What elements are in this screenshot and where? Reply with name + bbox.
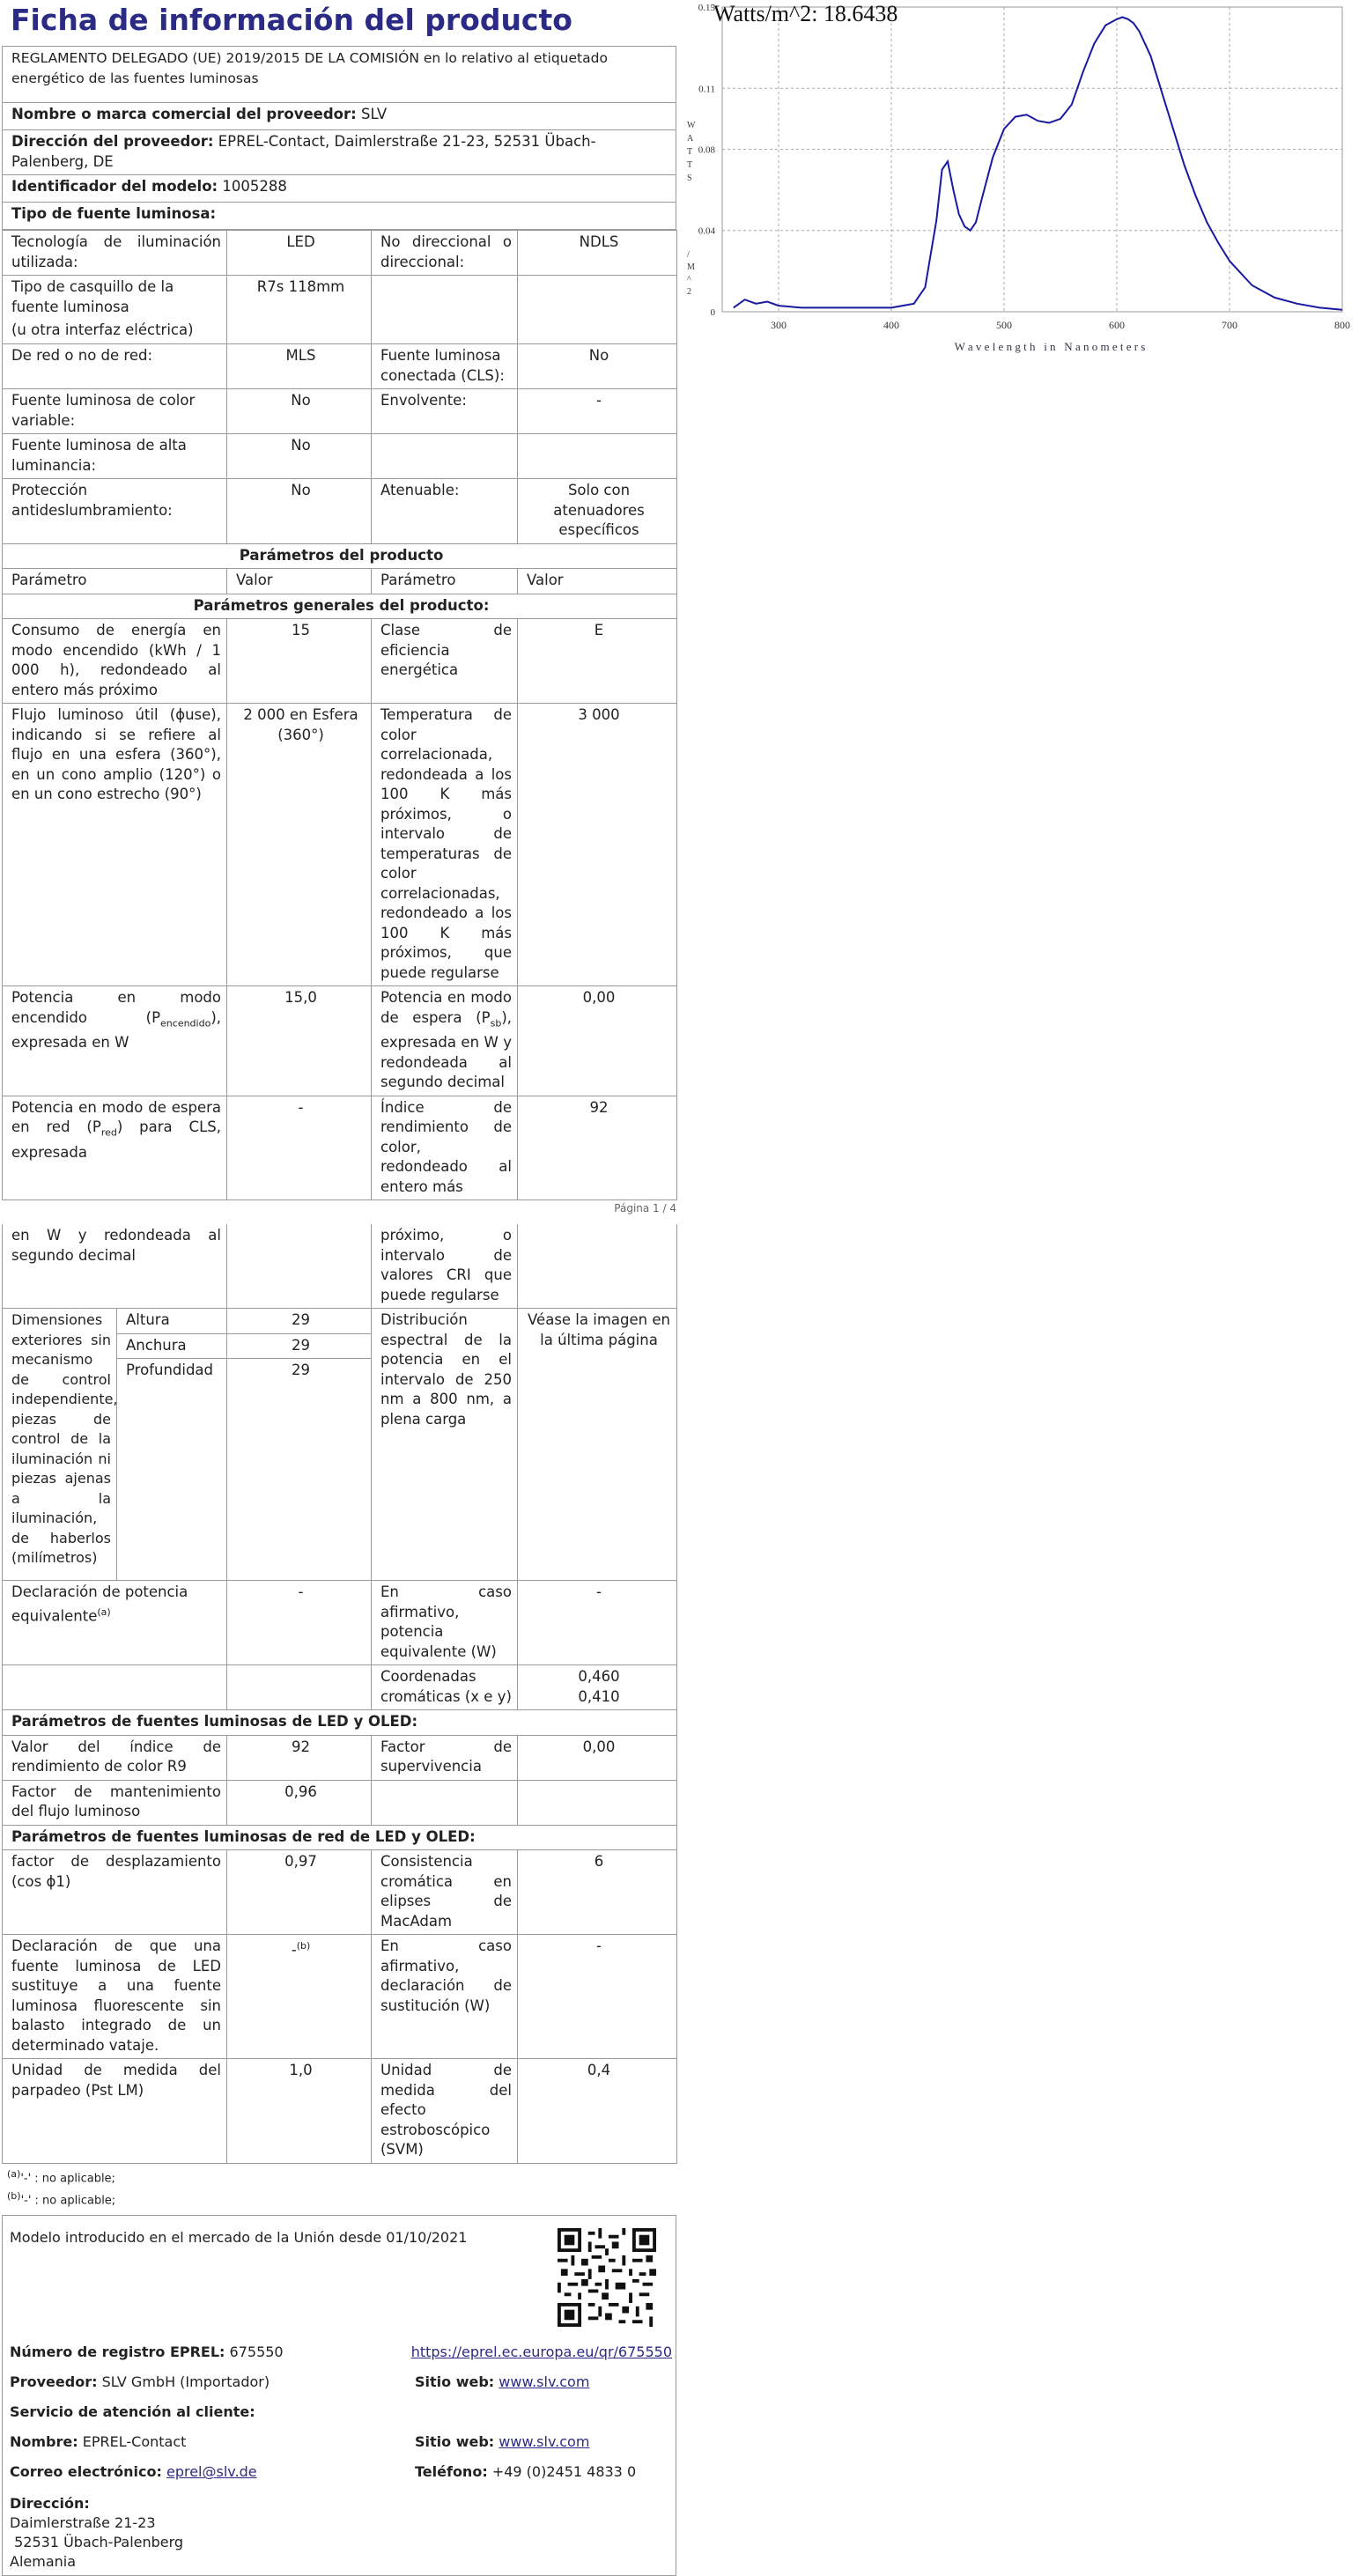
address-line-1: Daimlerstraße 21-23 [10,2514,156,2532]
pnet-value: - [227,1096,372,1200]
market-intro: Modelo introducido en el mercado de la Unión desde 01/10/2021 [10,2229,468,2247]
replacement-w-value: - [518,1935,677,2059]
survival-value: 0,00 [518,1735,677,1780]
psb-sub: sb [490,1016,502,1029]
consumption-value: 15 [227,619,372,704]
pnet-label-2: ) para CLS, expresada [11,1118,221,1162]
spd-value: Véase la imagen en la última página [518,1309,677,1581]
footnotes [7,2166,676,2211]
replacement-w-label: En caso afirmativo, declaración de sustitución (W) [372,1935,518,2059]
model-label: Identificador del modelo: [11,178,218,195]
chart-y-label-char: 2 [687,287,691,297]
eprel-reg-value: 675550 [229,2343,284,2361]
col-param-2: Parámetro [372,569,518,594]
website-label-2: Sitio web: [415,2433,495,2451]
provider-label: Proveedor: [10,2373,98,2391]
chart-y-label-char: M [687,262,695,272]
chart-y-label-char: S [687,173,692,183]
footnote-b [7,2188,676,2210]
model-value: 1005288 [222,178,287,195]
page-break [2,1200,676,1224]
phone [415,2462,636,2482]
address-line-2: 52531 Übach-Palenberg [10,2534,184,2551]
spectral-chart [680,0,1350,357]
chart-x-label: W a v e l e n g t h i n N a n o m e t e r s [954,340,1146,353]
chart-x-tick-label: 700 [1222,319,1237,331]
maint-label: Factor de mantenimiento del flujo luminoso [3,1780,227,1825]
chart-x-tick-label: 600 [1109,319,1125,331]
page-number: Página 1 / 4 [614,1202,676,1215]
dimmable-label: Atenuable: [372,479,518,544]
y-value: 0,410 [578,1687,620,1705]
macadam-value: 6 [518,1850,677,1935]
chart-x-tick-label: 400 [883,319,899,331]
cls-value: No [518,344,677,389]
footnote-b-sup: (b) [7,2190,21,2203]
chart-y-label-char: T [687,160,693,170]
cap-label-2: (u otra interfaz eléctrica) [11,321,194,338]
chart-y-tick-label: 0.11 [698,84,715,95]
pnet-cont: en W y redondeada al segundo decimal [3,1224,227,1309]
svm-label: Unidad de medida del efecto estroboscópico (SVM) [372,2059,518,2164]
r9-value: 92 [227,1735,372,1780]
envelope-label: Envolvente: [372,389,518,434]
cls-label: Fuente luminosa conectada (CLS): [372,344,518,389]
psb-value: 0,00 [518,986,677,1096]
chart-y-ticks [698,3,716,318]
dir-label: No direccional o direccional: [372,231,518,276]
address-value: EPREL-Contact, Daimlerstraße 21-23, 52531 Übach-Palenberg, DE [11,133,596,170]
contact-name-value: EPREL-Contact [82,2433,187,2451]
replacement-sup: (b) [296,1940,311,1952]
replacement-label: Declaración de que una fuente luminosa de LED sustituye a una fuente luminosa fluorescente sin balasto integrado de un determinado vataje. [3,1935,227,2059]
registration-box [2,2215,676,2576]
chart-y-tick-label: 0 [710,307,715,318]
header-table [2,46,676,230]
email-label: Correo electrónico: [10,2463,162,2481]
provider [10,2373,270,2392]
psb-label: Potencia en modo de espera (P [380,989,512,1026]
pnet-sub: red [100,1126,117,1139]
params-heading: Parámetros del producto [3,543,677,569]
glare-value: No [227,479,372,544]
website-link-1[interactable]: www.slv.com [499,2373,590,2391]
customer-service-heading: Servicio de atención al cliente: [10,2403,255,2421]
glare-label: Protección antideslumbramiento: [3,479,227,544]
chart-y-label [687,121,696,297]
mains-value: MLS [227,344,372,389]
footnote-b-text: '-' : no aplicable; [20,2194,116,2208]
high-lum-value: No [227,434,372,479]
width-label: Anchura [117,1333,227,1359]
eprel-reg [10,2343,284,2362]
dir-value: NDLS [518,231,677,276]
displacement-value: 0,97 [227,1850,372,1935]
footnote-a [7,2166,676,2188]
psb-label-2: ), expresada en W y redondeada al segundo decimal [380,1008,512,1091]
equiv-w-label: En caso afirmativo, potencia equivalente (W) [372,1581,518,1665]
flicker-label: Unidad de medida del parpadeo (Pst LM) [3,2059,227,2164]
website-2 [415,2432,589,2452]
website-label-1: Sitio web: [415,2373,495,2391]
survival-label: Factor de supervivencia [372,1735,518,1780]
equiv-value: - [227,1581,372,1665]
col-val-2: Valor [518,569,677,594]
source-type-heading: Tipo de fuente luminosa: [3,203,676,230]
height-label: Altura [117,1309,227,1334]
svm-value: 0,4 [518,2059,677,2164]
cri-cont: próximo, o intervalo de valores CRI que puede regularse [372,1224,518,1309]
website-link-2[interactable]: www.slv.com [499,2433,590,2451]
flux-value: 2 000 en Esfera (360°) [227,704,372,986]
chart-y-label-char: T [687,147,693,157]
efficiency-label: Clase de eficiencia energética [372,619,518,704]
mains-label: De red o no de red: [3,344,227,389]
flicker-value: 1,0 [227,2059,372,2164]
pon-label-2: ), expresada en W [11,1008,221,1052]
xy-label: Coordenadas cromáticas (x e y) [372,1665,518,1710]
page-title: Ficha de información del producto [11,3,572,37]
email-link[interactable]: eprel@slv.de [166,2463,257,2481]
depth-value: 29 [227,1359,372,1581]
supplier-value: SLV [361,106,388,122]
macadam-label: Consistencia cromática en elipses de MacAdam [372,1850,518,1935]
equiv-label: Declaración de potencia equivalente [11,1583,188,1625]
eprel-reg-label: Número de registro EPREL: [10,2343,225,2361]
cct-value: 3 000 [518,704,677,986]
pon-sub: encendido [160,1016,211,1029]
chart-x-tick-label: 500 [996,319,1012,331]
displacement-label: factor de desplazamiento (cos ϕ1) [3,1850,227,1935]
r9-label: Valor del índice de rendimiento de color R9 [3,1735,227,1780]
cct-label: Temperatura de color correlacionada, redondeada a los 100 K más próximos, o intervalo de temperaturas de color correlacionadas, redondeado a los 100 K más próximos, que puede regularse [372,704,518,986]
chart-series-line [734,18,1342,310]
led-params-heading: Parámetros de fuentes luminosas de LED y OLED: [3,1710,677,1736]
product-info-sheet [2,0,676,2576]
chart-grid [722,7,1342,312]
regulation-text: REGLAMENTO DELEGADO (UE) 2019/2015 DE LA COMISIÓN en lo relativo al etiquetado energético de las fuentes luminosas [3,47,676,103]
depth-label: Profundidad [117,1359,227,1581]
email [10,2462,257,2482]
chart-x-tick-label: 800 [1334,319,1350,331]
chart-y-label-char: / [687,250,690,260]
chart-x-tick-label: 300 [771,319,787,331]
chart-y-tick-label: 0.15 [698,3,715,13]
dimensions-label: Dimensiones exteriores sin mecanismo de control independiente, piezas de control de la iluminación ni piezas ajenas a la iluminación, de haberlos (milímetros) [3,1309,117,1581]
chart-plot-frame [722,7,1342,312]
pon-label: Potencia en modo encendido (P [11,989,221,1026]
envelope-value: - [518,389,677,434]
maint-value: 0,96 [227,1780,372,1825]
chart-y-label-char: W [687,121,696,130]
tech-label: Tecnología de iluminación utilizada: [3,231,227,276]
x-value: 0,460 [578,1668,620,1686]
contact-name-label: Nombre: [10,2433,78,2451]
qr-code-icon [558,2228,656,2327]
flux-label: Flujo luminoso útil (ϕuse), indicando si se refiere al flujo en una esfera (360°), en un cono amplio (120°) o en un cono estrecho (90°) [3,704,227,986]
replacement-value: - [291,1941,297,1959]
chart-y-label-char: A [687,134,694,144]
cap-value: R7s 118mm [227,276,372,344]
source-type-table [2,230,677,1200]
dimmable-value: Solo con atenuadores específicos [518,479,677,544]
chart-y-tick-label: 0.04 [698,225,715,237]
chart-title: Watts/m^2: 18.6438 [713,1,898,26]
address-block-label: Dirección: [10,2495,90,2513]
pnet-label: Potencia en modo de espera en red (P [11,1098,221,1136]
color-var-label: Fuente luminosa de color variable: [3,389,227,434]
chart-y-label-char: ^ [687,275,691,284]
cap-label: Tipo de casquillo de la fuente luminosa [11,278,174,315]
general-params-heading: Parámetros generales del producto: [3,594,677,619]
equiv-sup: (a) [97,1605,111,1618]
equiv-w-value: - [518,1581,677,1665]
address-label: Dirección del proveedor: [11,133,214,150]
contact-name [10,2432,186,2452]
page2-table [2,1224,677,2164]
eprel-url-link[interactable]: https://eprel.ec.europa.eu/qr/675550 [410,2343,672,2361]
address-line-3: Alemania [10,2553,77,2571]
footnote-a-text: '-' : no aplicable; [20,2172,115,2186]
color-var-value: No [227,389,372,434]
cri-label: Índice de rendimiento de color, redondeado al entero más [372,1096,518,1200]
width-value: 29 [227,1333,372,1359]
chart-x-ticks [771,319,1350,331]
pon-value: 15,0 [227,986,372,1096]
website-1 [415,2373,589,2392]
high-lum-label: Fuente luminosa de alta luminancia: [3,434,227,479]
footnote-a-sup: (a) [7,2167,21,2180]
phone-label: Teléfono: [415,2463,488,2481]
spd-label: Distribución espectral de la potencia en el intervalo de 250 nm a 800 nm, a plena carga [372,1309,518,1581]
phone-value: +49 (0)2451 4833 0 [491,2463,637,2481]
efficiency-value: E [518,619,677,704]
provider-value: SLV GmbH (Importador) [101,2373,270,2391]
height-value: 29 [227,1309,372,1334]
supplier-label: Nombre o marca comercial del proveedor: [11,106,357,122]
col-val-1: Valor [227,569,372,594]
tech-value: LED [227,231,372,276]
col-param-1: Parámetro [3,569,227,594]
cri-value: 92 [518,1096,677,1200]
address-block [10,2494,183,2572]
chart-y-tick-label: 0.08 [698,144,715,156]
led-mains-heading: Parámetros de fuentes luminosas de red de LED y OLED: [3,1825,677,1850]
consumption-label: Consumo de energía en modo encendido (kWh / 1 000 h), redondeado al entero más próximo [3,619,227,704]
